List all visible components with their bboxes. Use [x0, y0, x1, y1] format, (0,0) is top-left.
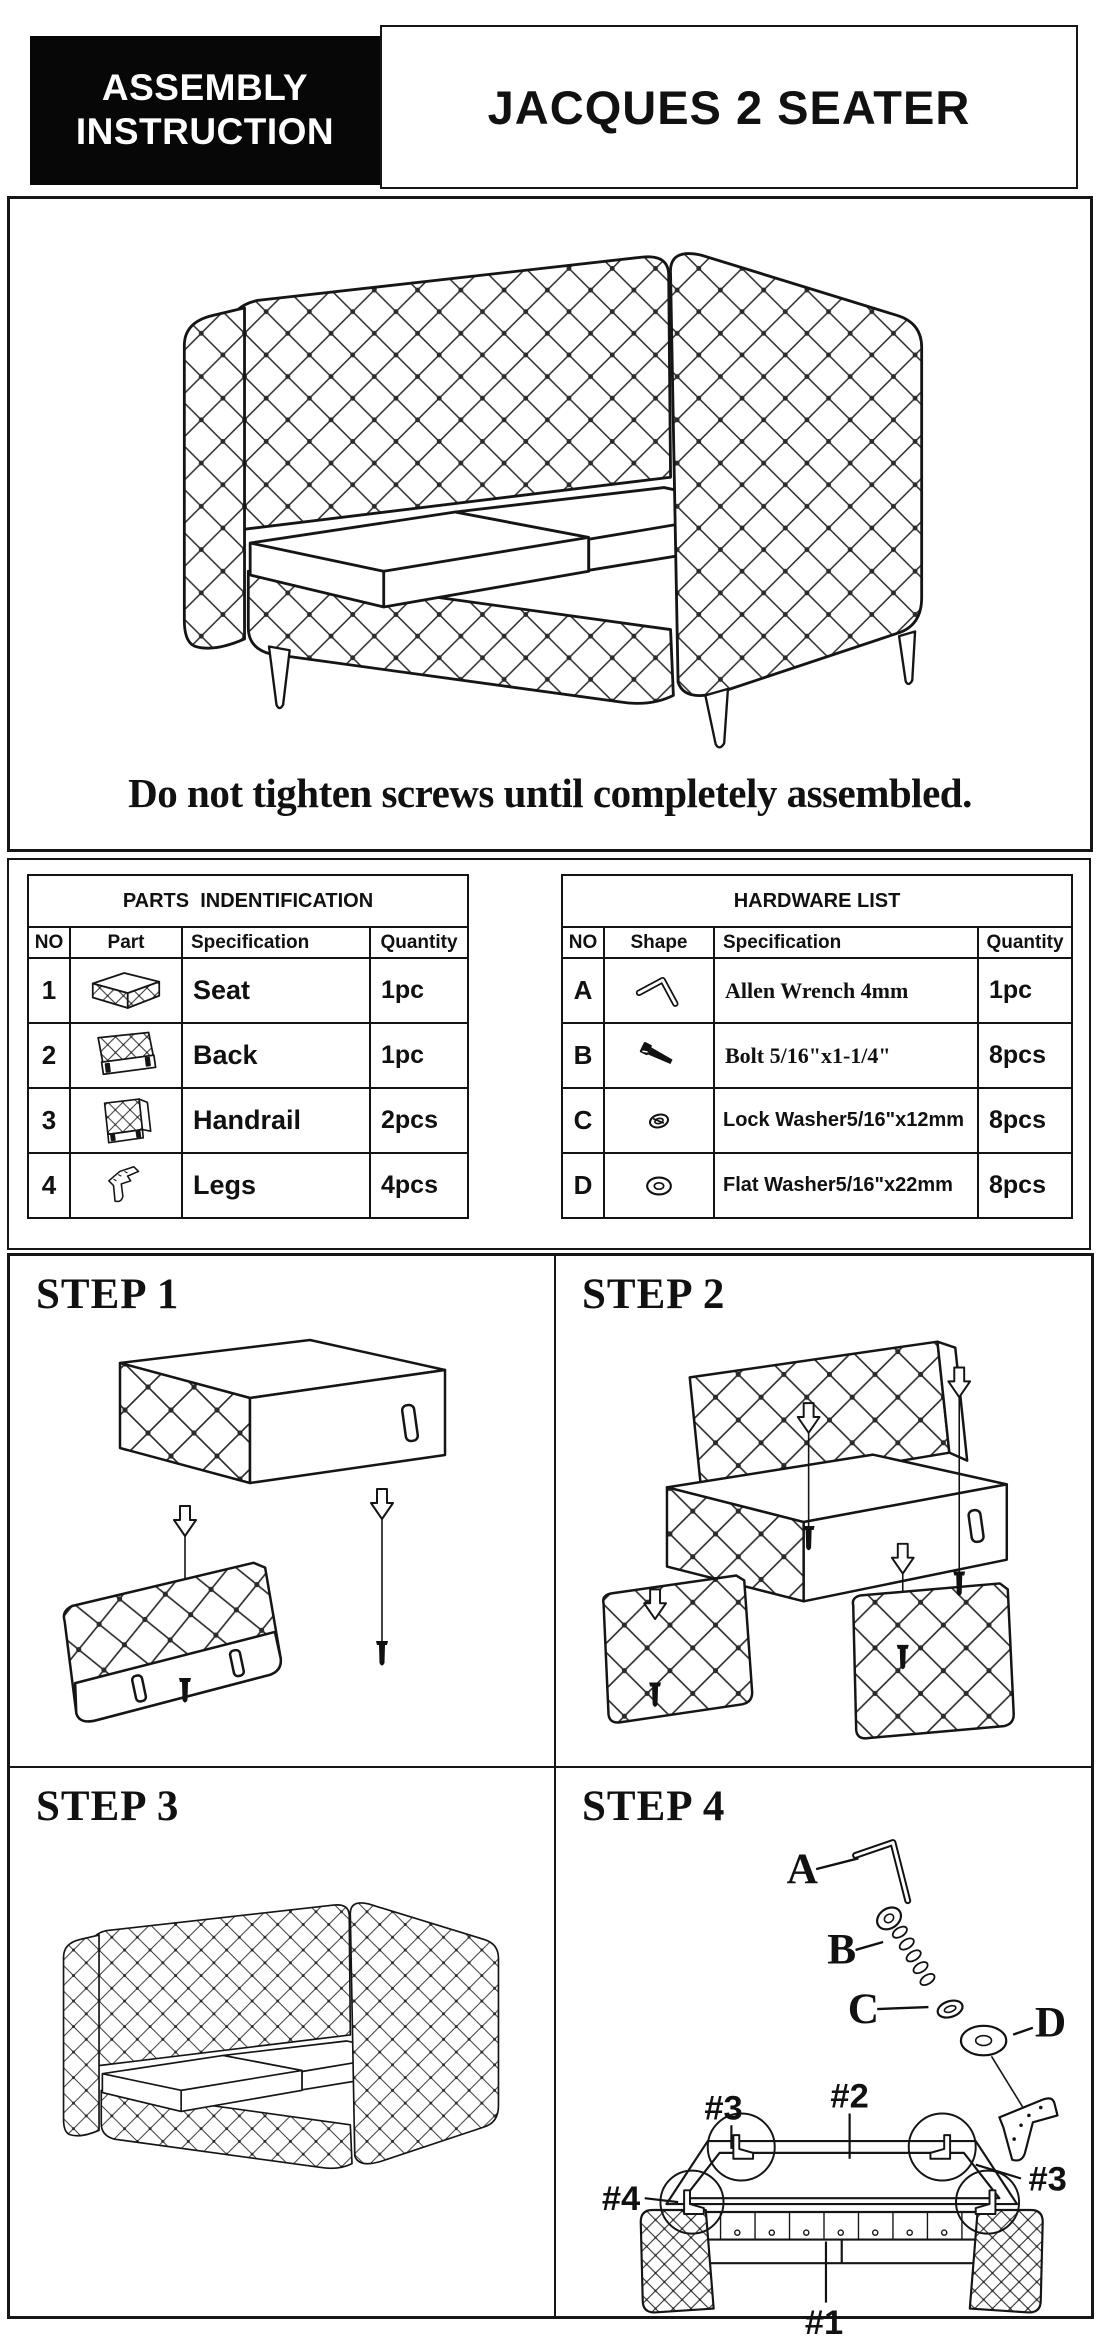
table-row [562, 1088, 1072, 1153]
flat-washer-icon [961, 2026, 1006, 2056]
parts-and-hardware-section [7, 858, 1091, 1250]
badge-line-1: ASSEMBLY [101, 67, 309, 109]
part-icon-cell [70, 1153, 182, 1218]
allen-wrench-icon [630, 969, 688, 1013]
part-no: 2 [28, 1023, 70, 1088]
part-spec: Seat [182, 958, 370, 1023]
callout-1-label: #1 [804, 2304, 844, 2343]
step-3-panel [10, 1768, 556, 2316]
callout-a-label: A [786, 1844, 818, 1893]
bolt-icon [631, 1036, 687, 1075]
assembly-steps-grid [7, 1253, 1094, 2343]
step-4-illustration [558, 1812, 1090, 2344]
part-spec: Back [182, 1023, 370, 1088]
sofa-illustration [158, 225, 948, 752]
step-3-illustration [48, 1886, 514, 2186]
part-qty: 1pc [370, 958, 468, 1023]
bolt-icon [873, 1903, 937, 1987]
part-icon-cell [70, 1088, 182, 1153]
product-title-box [380, 25, 1078, 189]
hardware-spec: Flat Washer5/16"x22mm [714, 1153, 978, 1218]
parts-col-no: NO [28, 927, 70, 958]
parts-col-spec: Specification [182, 927, 370, 958]
callout-d-label: D [1034, 1998, 1067, 2047]
assembly-warning-text: Do not tighten screws until completely assembled. [128, 770, 972, 816]
lock-washer-icon [639, 1106, 679, 1136]
back-part-icon [84, 1029, 168, 1083]
part-icon-cell [70, 1023, 182, 1088]
hardware-no: A [562, 958, 604, 1023]
table-row [28, 1023, 468, 1088]
badge-line-2: INSTRUCTION [75, 111, 335, 152]
step-2-panel [556, 1256, 1091, 1768]
flat-washer-icon [637, 1169, 681, 1203]
callout-3-right-label: #3 [1028, 2160, 1067, 2199]
table-row [562, 1153, 1072, 1218]
part-icon-cell [70, 958, 182, 1023]
hardware-no: D [562, 1153, 604, 1218]
seat-part-icon [84, 964, 168, 1017]
hardware-spec: Lock Washer5/16"x12mm [714, 1088, 978, 1153]
parts-table-title: PARTS INDENTIFICATION [28, 875, 468, 927]
hardware-list-table [561, 874, 1073, 1219]
legs-part-icon [101, 1162, 151, 1209]
hardware-no: B [562, 1023, 604, 1088]
step-1-illustration [10, 1318, 550, 1758]
hardware-qty: 1pc [978, 958, 1072, 1023]
hardware-shape-cell [604, 1023, 714, 1088]
leg-bracket-icon [999, 2098, 1057, 2160]
hardware-table-title: HARDWARE LIST [562, 875, 1072, 927]
step-1-panel [10, 1256, 556, 1768]
lock-washer-icon [935, 1998, 964, 2021]
hardware-shape-cell [604, 1153, 714, 1218]
callout-4-label: #4 [601, 2180, 641, 2219]
table-row [562, 1023, 1072, 1088]
step-3-heading: STEP 3 [36, 1783, 180, 1830]
hardware-spec: Bolt 5/16"x1-1/4" [714, 1023, 978, 1088]
step-4-panel [556, 1768, 1091, 2343]
hardware-col-no: NO [562, 927, 604, 958]
table-row [28, 1088, 468, 1153]
part-no: 1 [28, 958, 70, 1023]
product-overview-box [7, 196, 1093, 852]
table-row [562, 958, 1072, 1023]
hardware-shape-cell [604, 1088, 714, 1153]
hardware-no: C [562, 1088, 604, 1153]
callout-2-label: #2 [830, 2077, 869, 2116]
handrail-part-icon [93, 1095, 159, 1146]
step-2-illustration [556, 1306, 1091, 1742]
hardware-qty: 8pcs [978, 1023, 1072, 1088]
part-qty: 1pc [370, 1023, 468, 1088]
part-spec: Handrail [182, 1088, 370, 1153]
part-no: 4 [28, 1153, 70, 1218]
product-title: JACQUES 2 SEATER [487, 80, 971, 134]
hardware-shape-cell [604, 958, 714, 1023]
parts-col-qty: Quantity [370, 927, 468, 958]
parts-identification-table [27, 874, 469, 1219]
callout-c-label: C [847, 1984, 880, 2033]
hardware-col-spec: Specification [714, 927, 978, 958]
parts-col-part: Part [70, 927, 182, 958]
hardware-qty: 8pcs [978, 1153, 1072, 1218]
hardware-col-shape: Shape [604, 927, 714, 958]
hardware-qty: 8pcs [978, 1088, 1072, 1153]
table-row [28, 958, 468, 1023]
callout-b-label: B [827, 1925, 857, 1974]
callout-3-left-label: #3 [704, 2089, 743, 2128]
hardware-spec: Allen Wrench 4mm [714, 958, 978, 1023]
step-4-heading: STEP 4 [582, 1783, 726, 1830]
table-row [28, 1153, 468, 1218]
step-1-heading: STEP 1 [36, 1271, 180, 1318]
hardware-col-qty: Quantity [978, 927, 1072, 958]
step-2-heading: STEP 2 [582, 1271, 726, 1318]
part-spec: Legs [182, 1153, 370, 1218]
part-no: 3 [28, 1088, 70, 1153]
part-qty: 2pcs [370, 1088, 468, 1153]
part-qty: 4pcs [370, 1153, 468, 1218]
assembly-instruction-badge [30, 36, 380, 185]
